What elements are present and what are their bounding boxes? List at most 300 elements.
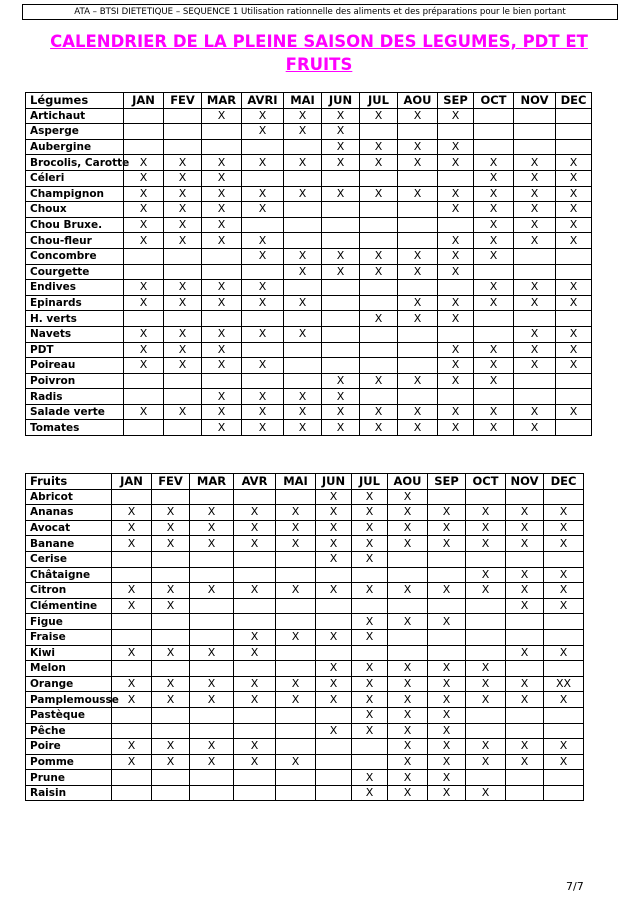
season-cell <box>152 770 190 786</box>
season-cell: X <box>474 155 514 171</box>
season-cell: X <box>428 692 466 708</box>
season-cell <box>316 614 352 630</box>
season-cell: X <box>316 629 352 645</box>
fruit-name-cell: Fraise <box>26 629 112 645</box>
season-cell: X <box>316 692 352 708</box>
season-cell <box>152 567 190 583</box>
season-cell: X <box>466 661 506 677</box>
season-cell <box>474 124 514 140</box>
season-cell <box>124 124 164 140</box>
season-cell <box>234 598 276 614</box>
fruit-header-cell: MAI <box>276 474 316 490</box>
season-cell <box>398 342 438 358</box>
season-cell <box>352 754 388 770</box>
season-cell: X <box>506 583 544 599</box>
fruits-header-row <box>26 474 584 490</box>
fruit-name-cell: Poire <box>26 739 112 755</box>
season-cell <box>276 614 316 630</box>
season-cell <box>514 248 556 264</box>
season-cell: X <box>438 155 474 171</box>
season-cell <box>284 373 322 389</box>
season-cell: X <box>466 505 506 521</box>
season-cell <box>556 420 592 436</box>
fruit-header-cell: Fruits <box>26 474 112 490</box>
table-row <box>26 311 592 327</box>
season-cell <box>466 614 506 630</box>
season-cell <box>124 264 164 280</box>
fruit-name-cell: Melon <box>26 661 112 677</box>
season-cell <box>556 389 592 405</box>
season-cell <box>322 217 360 233</box>
season-cell: X <box>544 505 584 521</box>
season-cell: X <box>466 754 506 770</box>
season-cell <box>466 707 506 723</box>
season-cell: X <box>544 520 584 536</box>
table-row <box>26 108 592 124</box>
season-cell: X <box>352 629 388 645</box>
season-cell: X <box>124 280 164 296</box>
season-cell <box>112 489 152 505</box>
fruit-header-cell: JUN <box>316 474 352 490</box>
season-cell <box>234 785 276 801</box>
season-cell <box>360 326 398 342</box>
season-cell <box>360 217 398 233</box>
season-cell: X <box>152 520 190 536</box>
season-cell <box>164 124 202 140</box>
season-cell: X <box>112 583 152 599</box>
season-cell: X <box>428 723 466 739</box>
season-cell <box>398 202 438 218</box>
season-cell: X <box>112 739 152 755</box>
season-cell: X <box>474 170 514 186</box>
table-row <box>26 661 584 677</box>
table-row <box>26 707 584 723</box>
season-cell <box>360 280 398 296</box>
season-cell: X <box>152 692 190 708</box>
season-cell: X <box>360 108 398 124</box>
season-cell: X <box>190 505 234 521</box>
vegetable-name-cell: Artichaut <box>26 108 124 124</box>
season-cell: X <box>474 342 514 358</box>
season-cell <box>514 373 556 389</box>
vegetable-name-cell: Endives <box>26 280 124 296</box>
season-cell <box>190 614 234 630</box>
season-cell: X <box>514 155 556 171</box>
season-cell <box>388 551 428 567</box>
season-cell: X <box>190 692 234 708</box>
season-cell: X <box>284 108 322 124</box>
season-cell: X <box>466 520 506 536</box>
table-row <box>26 202 592 218</box>
season-cell <box>556 139 592 155</box>
season-cell <box>556 248 592 264</box>
season-cell <box>190 629 234 645</box>
season-cell <box>506 785 544 801</box>
season-cell: X <box>124 233 164 249</box>
season-cell <box>398 124 438 140</box>
season-cell: X <box>152 645 190 661</box>
season-cell: X <box>514 326 556 342</box>
vegetable-header-cell: JUL <box>360 93 398 109</box>
table-row <box>26 404 592 420</box>
season-cell: X <box>284 155 322 171</box>
season-cell: X <box>556 404 592 420</box>
table-row <box>26 676 584 692</box>
season-cell: X <box>316 520 352 536</box>
season-cell <box>202 248 242 264</box>
table-row <box>26 770 584 786</box>
season-cell: X <box>164 326 202 342</box>
season-cell: X <box>316 583 352 599</box>
season-cell <box>438 217 474 233</box>
season-cell <box>544 614 584 630</box>
table-row <box>26 358 592 374</box>
season-cell <box>242 170 284 186</box>
season-cell <box>322 311 360 327</box>
table-row <box>26 692 584 708</box>
season-cell: X <box>474 404 514 420</box>
table-row <box>26 598 584 614</box>
season-cell: X <box>152 536 190 552</box>
season-cell: X <box>514 420 556 436</box>
season-cell <box>152 723 190 739</box>
season-cell: X <box>352 785 388 801</box>
season-cell: X <box>360 155 398 171</box>
season-cell: X <box>398 248 438 264</box>
season-cell: X <box>322 389 360 405</box>
vegetable-name-cell: PDT <box>26 342 124 358</box>
season-cell: X <box>124 326 164 342</box>
table-row <box>26 139 592 155</box>
season-cell: X <box>438 202 474 218</box>
season-cell <box>112 629 152 645</box>
season-cell: X <box>360 373 398 389</box>
season-cell <box>152 614 190 630</box>
vegetable-header-cell: FEV <box>164 93 202 109</box>
season-cell: X <box>124 295 164 311</box>
season-cell <box>112 770 152 786</box>
season-cell: X <box>428 754 466 770</box>
season-cell: X <box>388 754 428 770</box>
fruit-header-cell: FEV <box>152 474 190 490</box>
season-cell <box>388 645 428 661</box>
table-row <box>26 389 592 405</box>
fruit-name-cell: Pomme <box>26 754 112 770</box>
table-row <box>26 170 592 186</box>
season-cell <box>428 489 466 505</box>
season-cell <box>152 707 190 723</box>
vegetable-name-cell: Radis <box>26 389 124 405</box>
season-cell: X <box>474 202 514 218</box>
season-cell: X <box>316 661 352 677</box>
vegetable-header-cell: NOV <box>514 93 556 109</box>
season-cell <box>474 139 514 155</box>
fruit-name-cell: Kiwi <box>26 645 112 661</box>
season-cell <box>164 373 202 389</box>
table-row <box>26 295 592 311</box>
season-cell <box>276 723 316 739</box>
season-cell <box>276 707 316 723</box>
season-cell: X <box>316 536 352 552</box>
season-cell: X <box>556 326 592 342</box>
season-cell <box>398 170 438 186</box>
season-cell <box>234 770 276 786</box>
season-cell: X <box>544 598 584 614</box>
season-cell: X <box>152 505 190 521</box>
season-cell: X <box>284 248 322 264</box>
season-cell <box>466 598 506 614</box>
season-cell <box>152 489 190 505</box>
table-row <box>26 785 584 801</box>
season-cell: X <box>544 645 584 661</box>
season-cell: X <box>388 676 428 692</box>
season-cell <box>438 280 474 296</box>
season-cell <box>506 707 544 723</box>
season-cell: X <box>190 676 234 692</box>
season-cell: X <box>428 785 466 801</box>
table-row <box>26 420 592 436</box>
season-cell <box>152 661 190 677</box>
season-cell <box>544 770 584 786</box>
season-cell: X <box>352 723 388 739</box>
season-cell <box>428 629 466 645</box>
season-cell <box>190 770 234 786</box>
season-cell: X <box>352 551 388 567</box>
season-cell <box>428 567 466 583</box>
season-cell <box>322 358 360 374</box>
season-cell: X <box>352 707 388 723</box>
season-cell <box>190 661 234 677</box>
season-cell <box>544 707 584 723</box>
table-row <box>26 536 584 552</box>
season-cell: X <box>466 785 506 801</box>
season-cell: X <box>398 108 438 124</box>
season-cell <box>234 489 276 505</box>
season-cell <box>152 551 190 567</box>
season-cell: X <box>234 692 276 708</box>
season-cell: X <box>276 520 316 536</box>
season-cell: X <box>124 202 164 218</box>
season-cell <box>316 785 352 801</box>
season-cell <box>316 598 352 614</box>
season-cell <box>360 124 398 140</box>
season-cell: X <box>190 536 234 552</box>
season-cell: X <box>428 614 466 630</box>
season-cell <box>202 311 242 327</box>
season-cell: X <box>242 280 284 296</box>
season-cell: X <box>506 505 544 521</box>
season-cell <box>474 108 514 124</box>
vegetable-name-cell: Chou Bruxe. <box>26 217 124 233</box>
fruit-name-cell: Abricot <box>26 489 112 505</box>
season-cell: X <box>112 520 152 536</box>
season-cell: X <box>190 754 234 770</box>
season-cell <box>316 567 352 583</box>
season-cell <box>316 707 352 723</box>
season-cell: X <box>544 754 584 770</box>
season-cell: X <box>322 420 360 436</box>
season-cell: X <box>164 358 202 374</box>
season-cell <box>398 217 438 233</box>
table-row <box>26 280 592 296</box>
season-cell <box>388 598 428 614</box>
season-cell: X <box>164 202 202 218</box>
season-cell: X <box>202 155 242 171</box>
season-cell: X <box>124 217 164 233</box>
season-cell <box>428 551 466 567</box>
table-row <box>26 645 584 661</box>
season-cell <box>360 358 398 374</box>
season-cell <box>112 785 152 801</box>
season-cell <box>284 233 322 249</box>
season-cell <box>466 770 506 786</box>
season-cell: X <box>352 661 388 677</box>
season-cell: X <box>466 676 506 692</box>
season-cell: X <box>352 536 388 552</box>
season-cell <box>276 551 316 567</box>
season-cell <box>474 326 514 342</box>
season-cell: X <box>388 692 428 708</box>
vegetable-header-cell: JUN <box>322 93 360 109</box>
season-cell: X <box>514 217 556 233</box>
season-cell <box>190 489 234 505</box>
season-cell <box>322 233 360 249</box>
season-cell <box>276 739 316 755</box>
fruit-header-cell: JUL <box>352 474 388 490</box>
season-cell: X <box>164 155 202 171</box>
season-cell <box>234 614 276 630</box>
season-cell: X <box>514 233 556 249</box>
season-cell <box>544 489 584 505</box>
season-cell <box>284 280 322 296</box>
season-cell: X <box>474 373 514 389</box>
vegetable-name-cell: Epinards <box>26 295 124 311</box>
season-cell <box>242 217 284 233</box>
season-cell: X <box>466 739 506 755</box>
season-cell: X <box>438 264 474 280</box>
season-cell: X <box>234 520 276 536</box>
vegetable-name-cell: Tomates <box>26 420 124 436</box>
page-title: CALENDRIER DE LA PLEINE SAISON DES LEGUMES, PDT ET FRUITS <box>50 32 588 74</box>
vegetable-header-cell: OCT <box>474 93 514 109</box>
season-cell: X <box>428 739 466 755</box>
season-cell: X <box>544 583 584 599</box>
season-cell <box>316 754 352 770</box>
season-cell <box>438 170 474 186</box>
season-cell: X <box>544 739 584 755</box>
season-cell <box>322 170 360 186</box>
season-cell <box>544 551 584 567</box>
table-row <box>26 723 584 739</box>
season-cell: X <box>202 170 242 186</box>
season-cell <box>360 233 398 249</box>
season-cell <box>190 551 234 567</box>
season-cell: X <box>506 645 544 661</box>
season-cell <box>164 264 202 280</box>
season-cell <box>322 295 360 311</box>
season-cell: X <box>514 170 556 186</box>
season-cell: X <box>352 583 388 599</box>
vegetable-header-cell: AOU <box>398 93 438 109</box>
season-cell <box>556 108 592 124</box>
season-cell: X <box>398 186 438 202</box>
season-cell: X <box>388 770 428 786</box>
season-cell: X <box>438 108 474 124</box>
table-row <box>26 248 592 264</box>
vegetable-name-cell: Brocolis, Carotte <box>26 155 124 171</box>
season-cell <box>428 598 466 614</box>
season-cell: X <box>152 583 190 599</box>
season-cell <box>388 629 428 645</box>
season-cell <box>544 723 584 739</box>
season-cell <box>190 598 234 614</box>
vegetable-header-cell: Légumes <box>26 93 124 109</box>
season-cell: X <box>506 754 544 770</box>
season-cell: X <box>276 754 316 770</box>
season-cell: X <box>388 707 428 723</box>
season-cell: X <box>438 358 474 374</box>
season-cell <box>284 217 322 233</box>
vegetable-name-cell: Concombre <box>26 248 124 264</box>
season-cell: X <box>322 155 360 171</box>
table-row <box>26 155 592 171</box>
season-cell: X <box>202 342 242 358</box>
table-row <box>26 583 584 599</box>
season-cell: X <box>544 567 584 583</box>
season-cell: X <box>388 505 428 521</box>
season-cell: X <box>276 536 316 552</box>
season-cell <box>506 614 544 630</box>
season-cell <box>124 373 164 389</box>
season-cell: X <box>388 661 428 677</box>
season-cell: X <box>556 280 592 296</box>
season-cell: X <box>556 342 592 358</box>
season-cell: X <box>242 186 284 202</box>
vegetable-name-cell: H. verts <box>26 311 124 327</box>
season-cell: X <box>164 280 202 296</box>
vegetable-name-cell: Champignon <box>26 186 124 202</box>
season-cell: X <box>398 420 438 436</box>
season-cell <box>316 645 352 661</box>
season-cell <box>112 661 152 677</box>
fruit-header-cell: AVR <box>234 474 276 490</box>
fruit-name-cell: Pamplemousse <box>26 692 112 708</box>
season-cell: X <box>152 676 190 692</box>
season-cell: X <box>514 202 556 218</box>
season-cell: X <box>202 202 242 218</box>
season-cell <box>506 489 544 505</box>
season-cell <box>506 661 544 677</box>
season-cell <box>284 202 322 218</box>
season-cell: X <box>474 280 514 296</box>
season-cell <box>164 139 202 155</box>
table-row <box>26 233 592 249</box>
table-row <box>26 520 584 536</box>
season-cell: X <box>164 186 202 202</box>
fruit-name-cell: Orange <box>26 676 112 692</box>
season-cell <box>242 373 284 389</box>
season-cell: X <box>428 676 466 692</box>
season-cell: X <box>242 389 284 405</box>
season-cell: X <box>234 583 276 599</box>
season-cell: X <box>112 692 152 708</box>
season-cell: X <box>284 124 322 140</box>
season-cell <box>514 139 556 155</box>
fruit-header-cell: DEC <box>544 474 584 490</box>
vegetable-name-cell: Salade verte <box>26 404 124 420</box>
season-cell <box>276 645 316 661</box>
vegetable-header-cell: JAN <box>124 93 164 109</box>
